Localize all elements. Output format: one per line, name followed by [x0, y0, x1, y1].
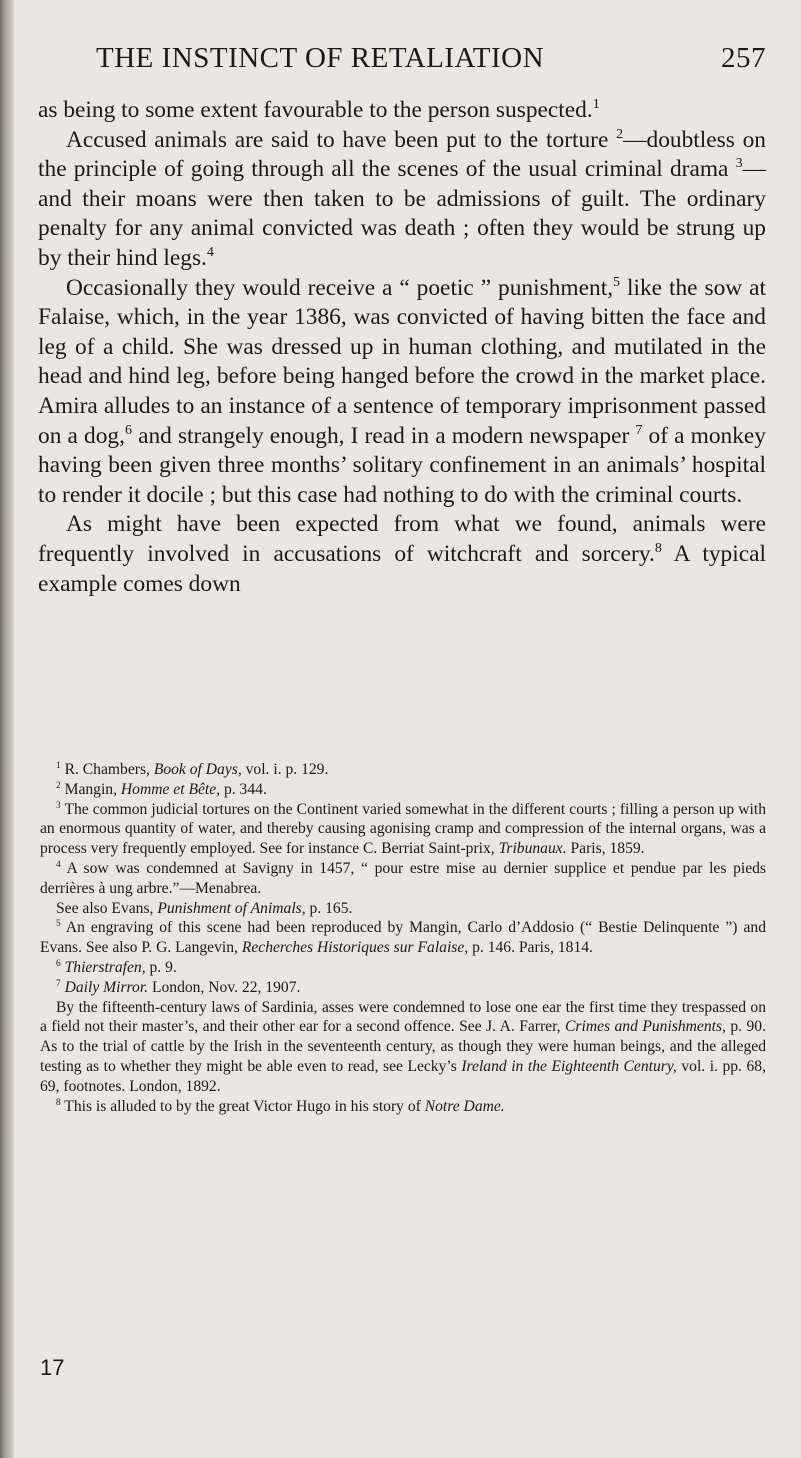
footnote-ref: 4 [206, 244, 214, 261]
footnote-3: $^3$ The common judicial tortures on the Continent varied somewhat in the different courts ; filling a person up with an enormous quantity of water, and thereby causing agonising cramp and compression of the internal organs, was a process very frequently employed. See for instance C. Berriat Saint-prix, Tribunaux. Paris, 1859. [40, 800, 766, 858]
footnote-4: $^4$ A sow was condemned at Savigny in 1457, “ pour estre mise au dernier supplice et pendue par les pieds derrières à ung arbre.”—Menabrea. [40, 859, 766, 897]
footnote-ref: 2 [616, 125, 624, 142]
page-number: 257 [721, 42, 766, 74]
footnote-1: $^1$ R. Chambers, Book of Days, vol. i. p. 129. [56, 760, 329, 778]
signature-mark: 17 [40, 1355, 65, 1380]
running-header [96, 42, 766, 75]
footnote-ref: 3 [735, 155, 743, 172]
footnote-ref: 1 [592, 96, 600, 113]
footnote-ref: 5 [613, 273, 621, 290]
footnote-6: $^6$ Thierstrafen, p. 9. [56, 958, 177, 976]
running-title: THE INSTINCT OF RETALIATION [96, 42, 545, 74]
footnote-5: $^5$ An engraving of this scene had been reproduced by Mangin, Carlo d’Addosio (“ Bestie Delinquente ”) and Evans. See also P. G. Langevin, Recherches Historiques sur Falaise, p. 146. Paris, 1814. [40, 919, 766, 957]
paragraph-1: as being to some extent favourable to the person suspected.$^1$ [38, 96, 600, 123]
paragraph-4: As might have been expected from what we found, animals were frequently involved in accusations of witchcraft and sorcery.$^8$ A typical example comes down [38, 511, 766, 597]
footnote-4-see-also: See also Evans, Punishment of Animals, p. 165. [56, 899, 353, 917]
footnote-ref: 8 [654, 540, 662, 557]
footnote-ref: 7 [635, 421, 643, 438]
main-text [38, 96, 766, 599]
footnote-7: $^7$ Daily Mirror. London, Nov. 22, 1907. [56, 978, 301, 996]
footnote-8: $^8$ This is alluded to by the great Victor Hugo in his story of Notre Dame. [56, 1097, 505, 1115]
paragraph-3: Occasionally they would receive a “ poetic ” punishment,$^5$ like the sow at Falaise, which, in the year 1386, was convicted of having bitten the face and leg of a child. She was dressed up in human clothing, and mutilated in the head and hind leg, before being hanged before the crowd in the market place. Amira alludes to an instance of a sentence of temporary imprisonment passed on a dog,$^6$ and strangely enough, I read in a modern newspaper $^7$ of a monkey having been given three months’ solitary confinement in an animals’ hospital to render it docile ; but this case had nothing to do with the criminal courts. [38, 273, 766, 508]
paragraph-2: Accused animals are said to have been put to the torture $^2$—doubtless on the principle of going through all the scenes of the usual criminal drama $^3$—and their moans were then taken to be admissions of guilt. The ordinary penalty for any animal convicted was death ; often they would be strung up by their hind legs.$^4$ [38, 125, 766, 271]
footnote-2: $^2$ Mangin, Homme et Bête, p. 344. [56, 780, 267, 798]
footnotes [40, 760, 766, 1116]
footnote-7-continued: By the fifteenth-century laws of Sardinia, asses were condemned to lose one ear the first time they trespassed on a field not their master’s, and their other ear for a second offence. See J. A. Farrer, Crimes and Punishments, p. 90. As to the trial of cattle by the Irish in the seventeenth century, as though they were human beings, and the alleged testing as to whether they might be able even to read, see Lecky’s Ireland in the Eighteenth Century, vol. i. pp. 68, 69, footnotes. London, 1892. [40, 998, 767, 1095]
footnote-ref: 6 [124, 421, 132, 438]
